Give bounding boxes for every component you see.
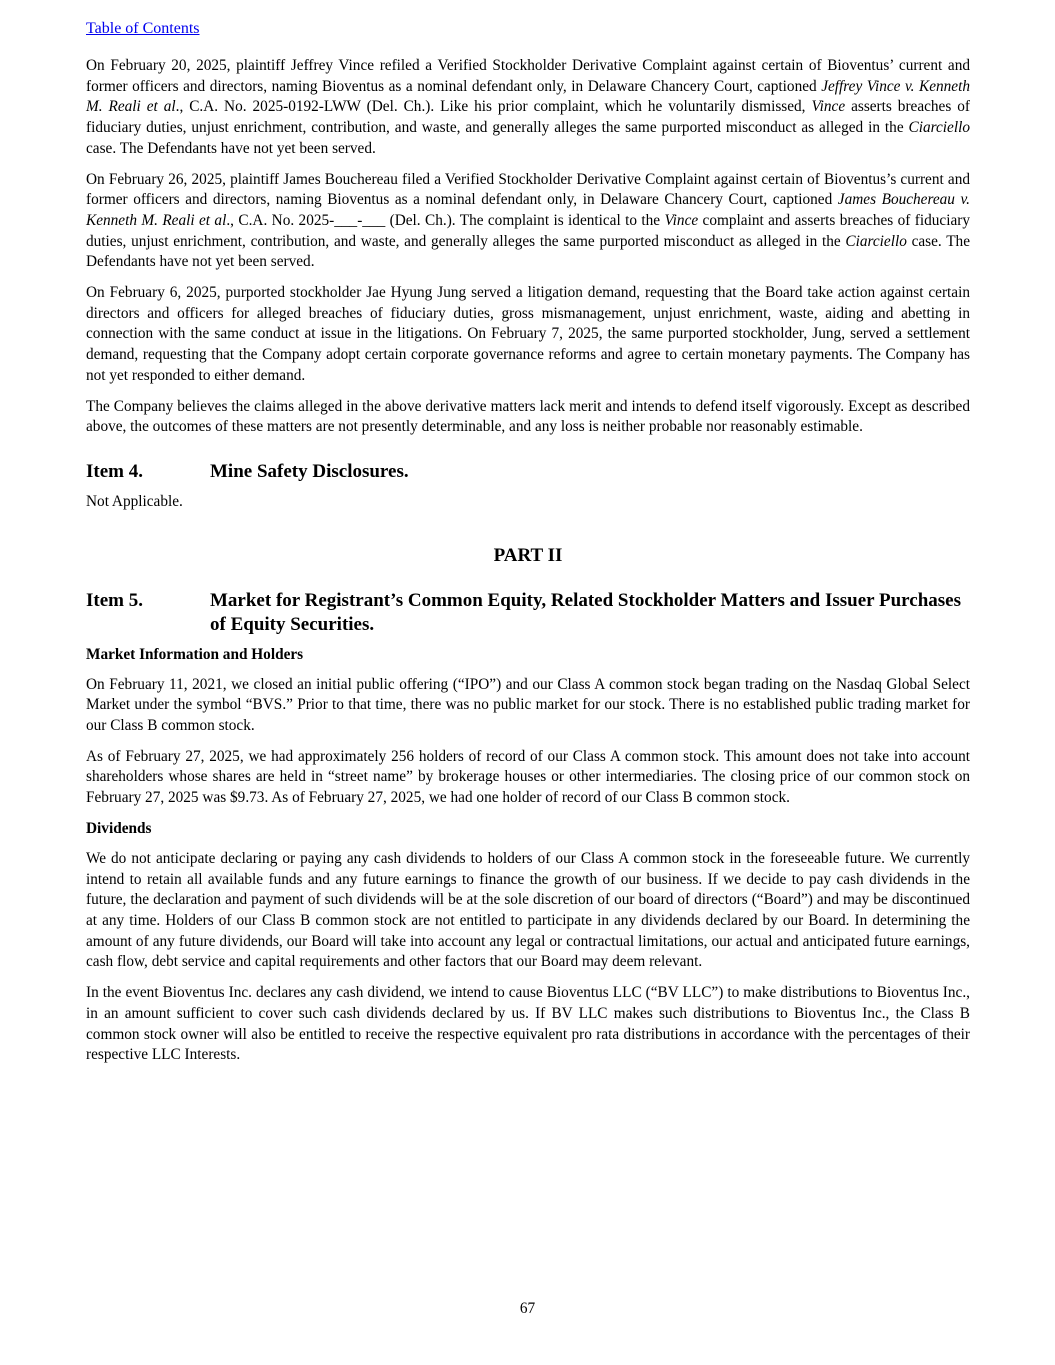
paragraph-company-belief: The Company believes the claims alleged in the above derivative matters lack merit and intends to defend itself vigorously. Except as described above, the outcomes of these matters are not presently determinable, and any loss is neither probable nor reasonably estimable. (86, 397, 970, 436)
item-4-heading (86, 460, 970, 484)
paragraph-bouchereau-complaint: On February 26, 2025, plaintiff James Bouchereau filed a Verified Stockholder Derivative Complaint against certain of Bioventus’s current and former officers and directors, naming Bioventus as a nominal defendant only, in Delaware Chancery Court, captioned James Bouchereau v. Kenneth M. Reali et al., C.A. No. 2025-___-___ (Del. Ch.). The complaint is identical to the Vince complaint and asserts breaches of fiduciary duties, unjust enrichment, contribution, and waste, and generally alleges the same purported misconduct as alleged in the Ciarciello case. The Defendants have not yet been served. (86, 170, 970, 271)
case-caption: Jeffrey Vince v. Kenneth M. Reali et al (86, 77, 970, 116)
paragraph-dividend-policy: We do not anticipate declaring or paying any cash dividends to holders of our Class A common stock in the foreseeable future. We currently intend to retain all available funds and any future earnings to finance the growth of our business. If we decide to pay cash dividends in the future, the declaration and payment of such dividends will be at the sole discretion of our board of directors (“Board”) and may be discontinued at any time. Holders of our Class B common stock are not entitled to participate in any dividends declared by our Board. In determining the amount of any future dividends, our Board will take into account any legal or contractual limitations, our actual and anticipated future earnings, cash flow, debt service and capital requirements and other factors that our Board may deem relevant. (86, 849, 970, 971)
dividends-heading: Dividends (86, 819, 152, 837)
table-of-contents-link[interactable]: Table of Contents (86, 20, 200, 37)
market-information-heading: Market Information and Holders (86, 645, 304, 663)
case-caption: James Bouchereau v. Kenneth M. Reali et al (86, 191, 970, 229)
part-ii-heading: PART II (493, 544, 563, 566)
paragraph-holders: As of February 27, 2025, we had approximately 256 holders of record of our Class A common stock. This amount does not take into account shareholders whose shares are held in “street name” by brokerage houses or other intermediaries. The closing price of our common stock on February 27, 2025 was $9.73. As of February 27, 2025, we had one holder of record of our Class B common stock. (86, 747, 970, 807)
page-content (86, 56, 970, 1076)
item-number: Item 4. (86, 460, 143, 482)
item-4-body: Not Applicable. (86, 492, 183, 510)
paragraph-dividend-distribution: In the event Bioventus Inc. declares any cash dividend, we intend to cause Bioventus LLC (“BV LLC”) to make distributions to Bioventus Inc., in an amount sufficient to cover such cash dividends declared by us. If BV LLC makes such distributions to Bioventus Inc., the Class B common stock owner will also be entitled to receive the respective equivalent pro rata distributions in accordance with the percentages of their respective LLC Interests. (86, 984, 970, 1064)
item-title: Mine Safety Disclosures. (210, 460, 409, 482)
item-number: Item 5. (86, 589, 143, 611)
item-title: Market for Registrant’s Common Equity, Related Stockholder Matters and Issuer Purchases of Equity Securities. (210, 589, 961, 635)
page-number: 67 (519, 1300, 536, 1317)
paragraph-vince-complaint: On February 20, 2025, plaintiff Jeffrey Vince refiled a Verified Stockholder Derivative Complaint against certain of Bioventus’ current and former officers and directors, naming Bioventus as a nominal defendant only, in Delaware Chancery Court, captioned Jeffrey Vince v. Kenneth M. Reali et al., C.A. No. 2025-0192-LWW (Del. Ch.). Like his prior complaint, which he voluntarily dismissed, Vince asserts breaches of fiduciary duties, unjust enrichment, contribution, and waste, and generally alleges the same purported misconduct as alleged in the Ciarciello case. The Defendants have not yet been served. (86, 57, 970, 157)
paragraph-litigation-demand: On February 6, 2025, purported stockholder Jae Hyung Jung served a litigation demand, requesting that the Board take action against certain directors and officers for alleged breaches of fiduciary duties, gross mismanagement, unjust enrichment, waste, aiding and abetting in connection with the same conduct at issue in the litigations. On February 7, 2025, the same purported stockholder, Jung, served a settlement demand, requesting that the Company adopt certain corporate governance reforms and agree to certain monetary payments. The Company has not yet responded to either demand. (86, 284, 970, 384)
item-5-heading (86, 589, 970, 637)
paragraph-ipo: On February 11, 2021, we closed an initial public offering (“IPO”) and our Class A common stock began trading on the Nasdaq Global Select Market under the symbol “BVS.” Prior to that time, there was no public market for our stock. There is no established public trading market for our Class B common stock. (86, 675, 970, 735)
